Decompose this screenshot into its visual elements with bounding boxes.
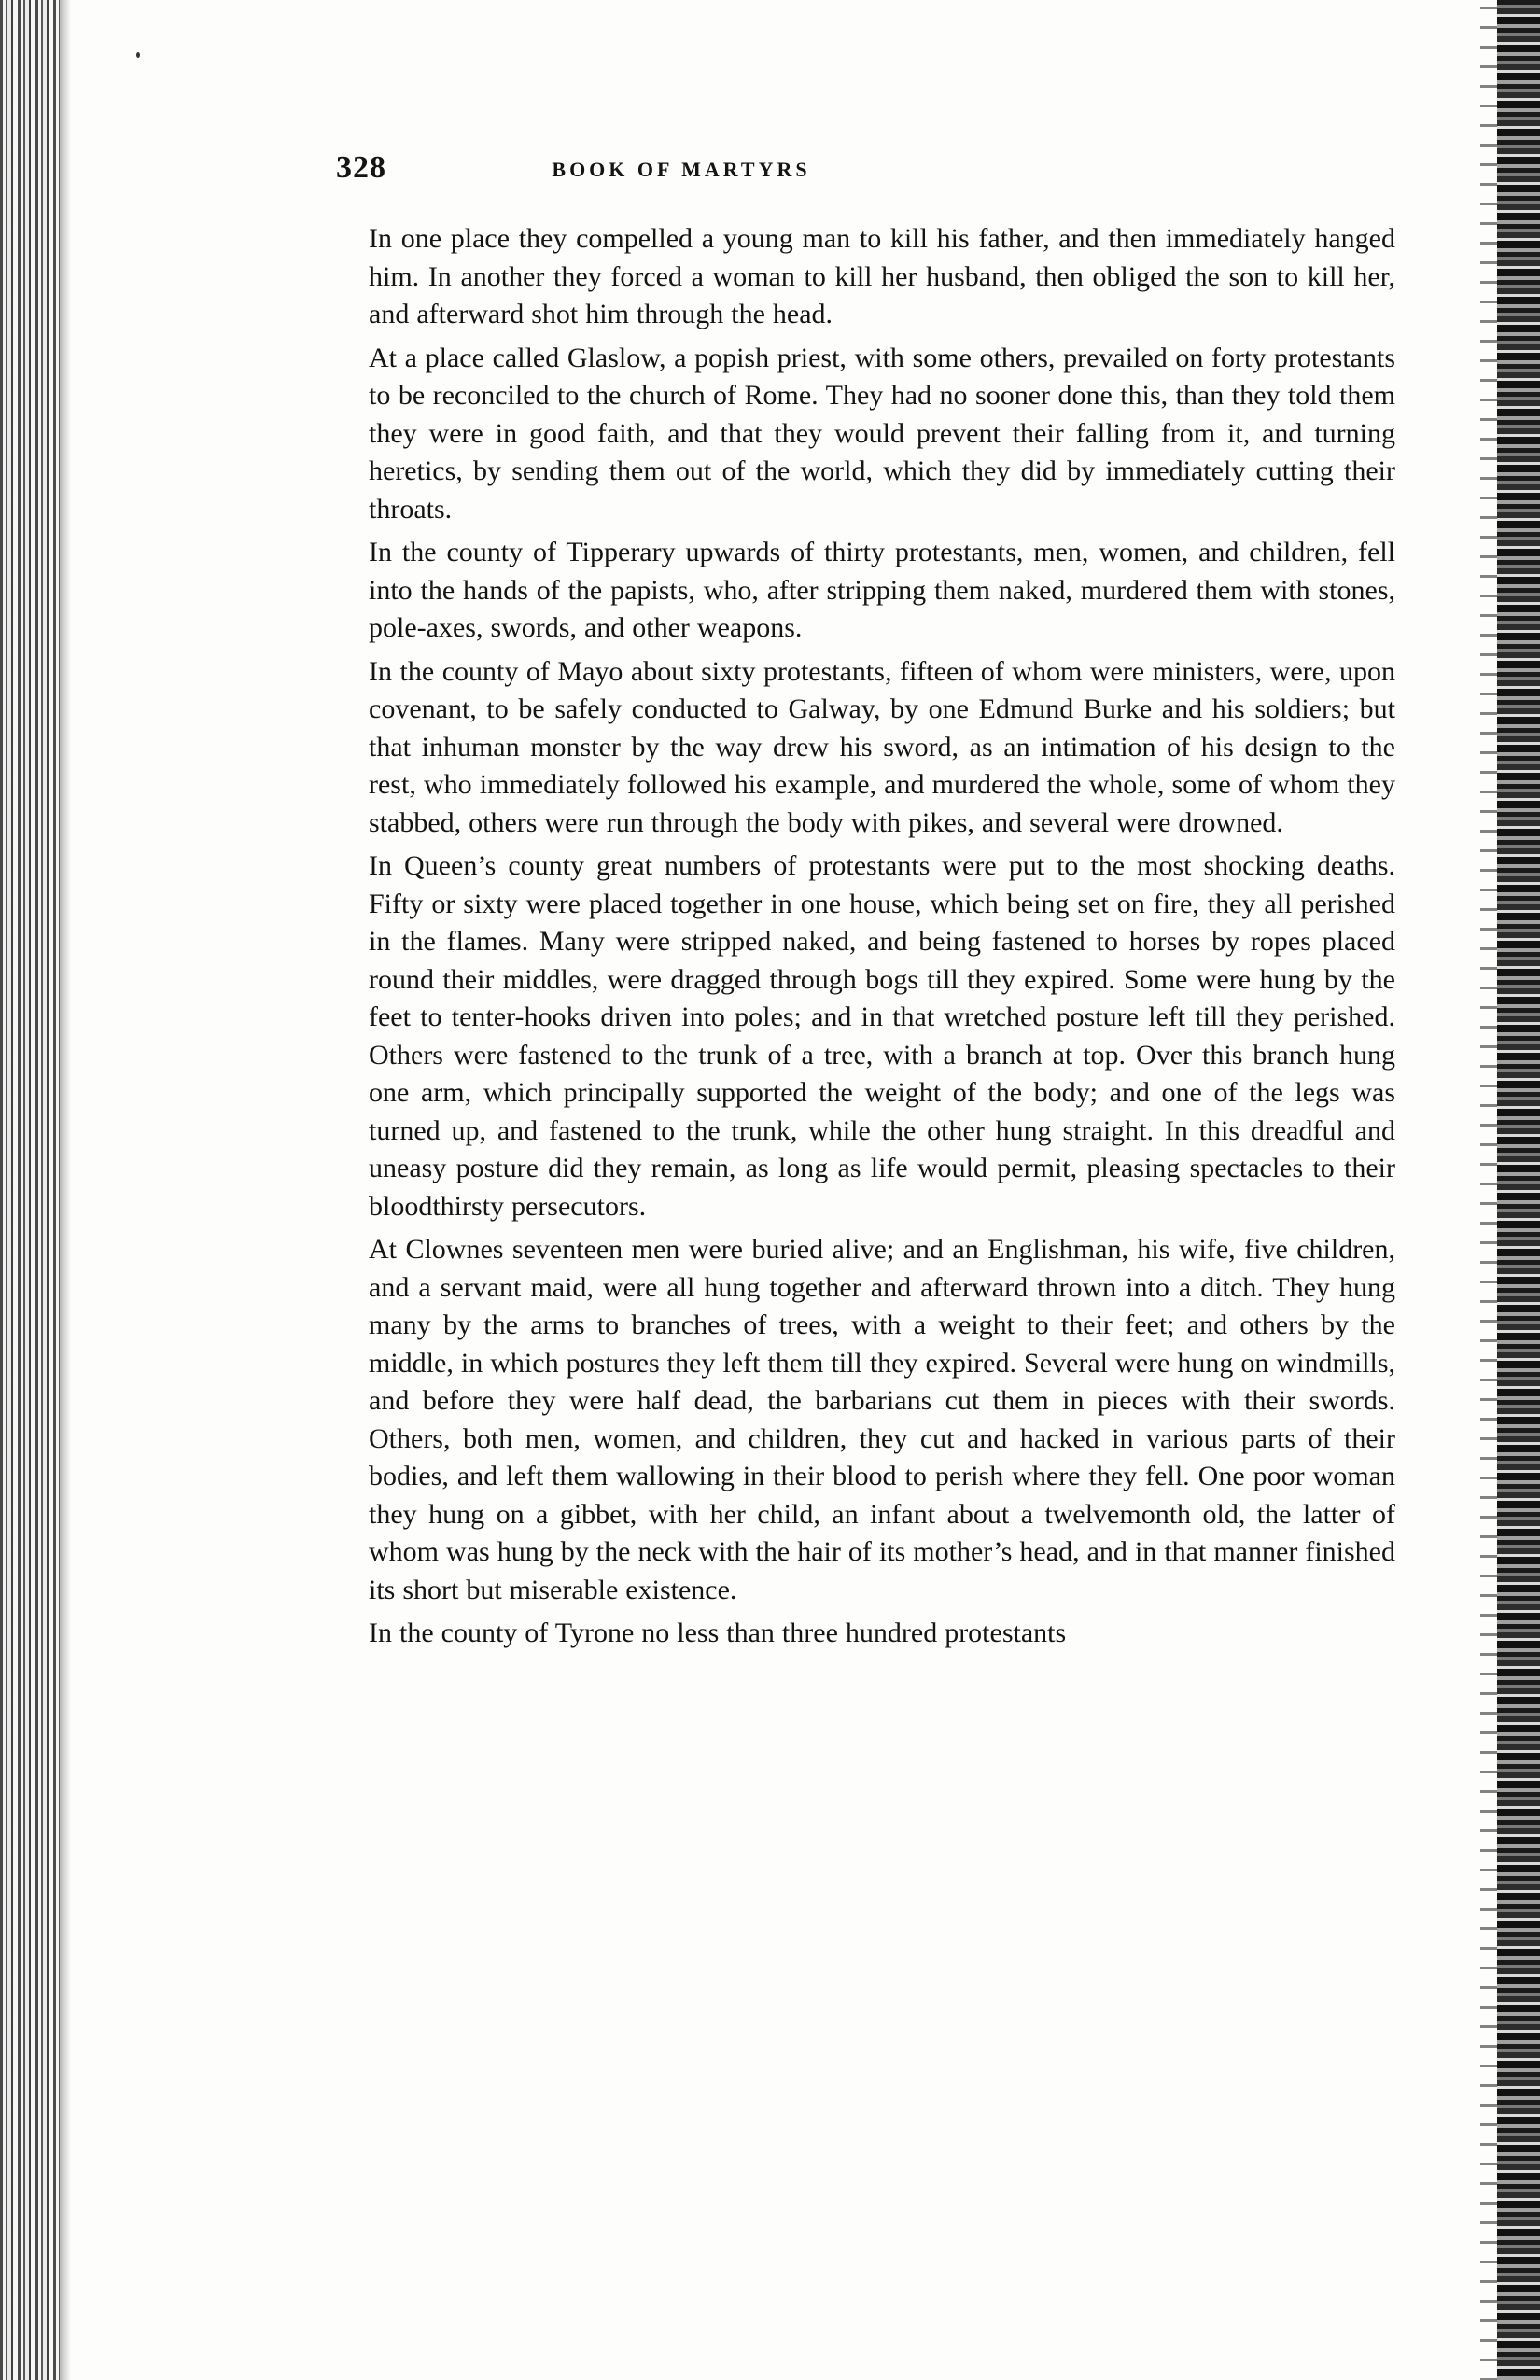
paragraph-3: In the county of Tipperary upwards of thirty protestants, men, women, and children, fell into the hands of the papists, who, after stripping them naked, murdered them with stones, pole-axes, swords, and other weapons.	[369, 537, 1395, 643]
page-edge-shadow	[1480, 0, 1497, 2380]
paragraph-7: In the county of Tyrone no less than three hundred protestants	[369, 1617, 1067, 1648]
paragraph-2: At a place called Glaslow, a popish priest, with some others, prevailed on forty protestants to be reconciled to the church of Rome. They had no sooner done this, than they told them they were in good faith, and that they would prevent their falling from it, and turning heretics, by sending them out of the world, which they did by immediately cutting their throats.	[369, 342, 1395, 525]
binding-shadow	[60, 0, 71, 2380]
page-edge	[1497, 0, 1540, 2380]
paragraph-4: In the county of Mayo about sixty protestants, fifteen of whom were ministers, were, upon covenant, to be safely conducted to Galway, by one Edmund Burke and his soldiers; but that inhuman monster by the way drew his sword, as an intimation of his design to the rest, who immediately followed his example, and murdered the whole, some of whom they stabbed, others were run through the body with pikes, and several were drowned.	[369, 655, 1395, 838]
page-header	[336, 149, 1027, 196]
running-title: BOOK OF MARTYRS	[552, 158, 811, 181]
binding-gutter	[0, 0, 60, 2380]
ink-speck	[136, 52, 140, 58]
paragraph-5: In Queen’s county great numbers of protestants were put to the most shocking deaths. Fifty or sixty were placed together in one house, which being set on fire, they all perished in the flames. Many were stripped naked, and being fastened to horses by ropes placed round their middles, were dragged through bogs till they expired. Some were hung by the feet to tenter-hooks driven into poles; and in that wretched posture left till they perished. Others were fastened to the trunk of a tree, with a branch at top. Over this branch hung one arm, which principally supported the weight of the body; and one of the legs was turned up, and fastened to the trunk, while the other hung straight. In this dreadful and uneasy posture did they remain, as long as life would permit, pleasing spectacles to their bloodthirsty persecutors.	[369, 850, 1395, 1222]
paragraph-1: In one place they compelled a young man to kill his father, and then immediately hanged him. In another they forced a woman to kill her husband, then obliged the son to kill her, and afterward shot him through the head.	[369, 223, 1395, 329]
body-text	[369, 220, 1395, 1659]
paragraph-6: At Clownes seventeen men were buried alive; and an Englishman, his wife, five children, and a servant maid, were all hung together and afterward thrown into a ditch. They hung many by the arms to branches of trees, with a weight to their feet; and others by the middle, in which postures they left them till they expired. Several were hung on windmills, and before they were half dead, the barbarians cut them in pieces with their swords. Others, both men, women, and children, they cut and hacked in various parts of their bodies, and left them wallowing in their blood to perish where they fell. One poor woman they hung on a gibbet, with her child, an infant about a twelvemonth old, the latter of whom was hung by the neck with the hair of its mother’s head, and in that manner finished its short but miserable existence.	[369, 1234, 1395, 1605]
page-number: 328	[336, 150, 386, 185]
